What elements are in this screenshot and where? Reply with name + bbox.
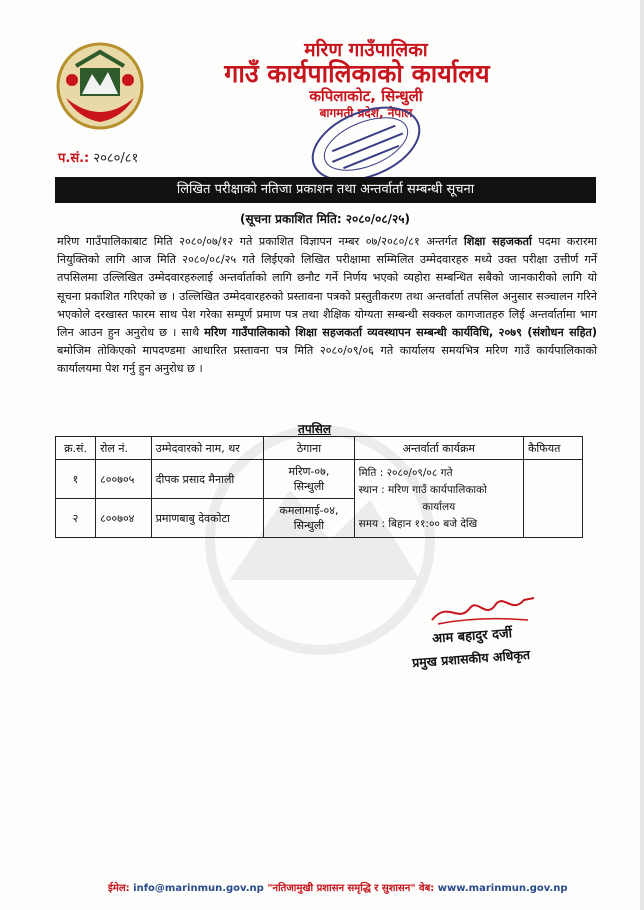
- table-caption: तपसिल: [298, 422, 332, 436]
- reference-value: २०८०/८१: [93, 151, 139, 166]
- municipality-name: मरिण गाउँपालिका: [304, 39, 428, 61]
- cell-address: [264, 499, 354, 538]
- body-guideline-name: मरिण गाउँपालिकाको शिक्षा सहजकर्ता व्यवस्थापन सम्बन्धी कार्यविधि, २०७९ (संशोधन सहित): [204, 326, 597, 340]
- address-line-1: कमलामाई-०४,: [279, 504, 339, 517]
- cell-address: [264, 460, 354, 499]
- footer-contact: [108, 880, 568, 894]
- table-row: [56, 460, 583, 499]
- notice-title: लिखित परीक्षाको नतिजा प्रकाशन तथा अन्तर्वार्ता सम्बन्धी सूचना: [55, 177, 596, 203]
- body-text-2: पदमा करारमा नियुक्तिको लागि आज मिति २०८०/०८/२५ गते लिईएको लिखित परीक्षामा सम्मिलित उम्मेदवारहरु मध्ये उक्त परीक्षा उत्तीर्ण गर्ने तपसिलमा उल्लिखित उम्मेदवारहरुलाई अन्तर्वार्ताको लागि छनौट गर्ने निर्णय भएको व्यहोरा सम्बन्धित सबैको जानकारीको लागि यो सूचना प्रकाशित गरिएको छ । उल्लिखित उम्मेदवारहरुको प्रस्तावना पत्रको प्रस्तुतीकरण तथा अन्तर्वार्ता तपसिल अनुसार सञ्चालन गरिने भएकोले दरखास्त फारम साथ पेश गरेका सम्पूर्ण प्रमाण पत्र तथा शैक्षिक योग्यता सम्बन्धी सक्कल कागजातहरु लिई अन्तर्वार्तामा भाग लिन आउन हुन अनुरोध छ । साथै: [57, 235, 597, 340]
- reference-number: [58, 148, 138, 166]
- col-serial: क्र.सं.: [56, 437, 96, 460]
- cell-roll: ८००७०४: [96, 499, 152, 538]
- office-province: बागमती प्रदेश, नेपाल: [319, 106, 413, 120]
- footer-slogan: "नतिजामुखी प्रशासन समृद्धि र सुशासन": [267, 883, 416, 894]
- publication-date: (सूचना प्रकाशित मिति: २०८०/०८/२५): [240, 212, 410, 226]
- body-text-3: बमोजिम तोकिएको मापदण्डमा आधारित प्रस्तावना पत्र मिति २०८०/०९/०६ गते कार्यालय समयभित्र मरिण गाउँ कार्यपालिकाको कार्यालयमा पेश गर्नु हुन अनुरोध छ ।: [57, 344, 597, 376]
- handwritten-signature: [428, 590, 538, 630]
- address-line-1: मरिण-०७,: [288, 465, 330, 478]
- cell-interview-schedule: [354, 460, 523, 538]
- col-interview: अन्तर्वार्ता कार्यक्रम: [354, 437, 523, 460]
- col-name: उम्मेदवारको नाम, थर: [151, 437, 264, 460]
- address-line-2: सिन्धुली: [293, 519, 325, 532]
- interview-place: स्थान : मरिण गाउँ कार्यपालिकाको: [358, 483, 487, 496]
- footer-web-link[interactable]: www.marinmun.gov.np: [437, 883, 568, 894]
- cell-roll: ८००७०५: [96, 460, 152, 499]
- notice-body: [57, 233, 597, 379]
- address-line-2: सिन्धुली: [293, 480, 325, 493]
- cell-remarks: [523, 460, 582, 538]
- cell-name: दीपक प्रसाद मैनाली: [151, 460, 264, 499]
- page-edge: [640, 0, 644, 910]
- col-address: ठेगाना: [264, 437, 354, 460]
- office-address: कपिलाकोट, सिन्धुली: [309, 87, 423, 105]
- body-text-1: मरिण गाउँपालिकाबाट मिति २०८०/०७/१२ गते प्रकाशित विज्ञापन नम्बर ०७/२०८०/८१ अन्तर्गत: [57, 235, 464, 248]
- interview-place-2: कार्यालय: [422, 500, 456, 513]
- col-remarks: कैफियत: [523, 437, 582, 460]
- cell-name: प्रमाणबाबु देवकोटा: [151, 499, 264, 538]
- signatory-post: प्रमुख प्रशासकीय अधिकृत: [411, 646, 531, 671]
- body-post-name: शिक्षा सहजकर्ता: [463, 235, 532, 248]
- candidate-table: [55, 436, 583, 538]
- footer-email-link[interactable]: info@marinmun.gov.np: [133, 883, 264, 894]
- footer-web-label: वेब:: [419, 883, 435, 894]
- reference-label: प.सं.:: [58, 151, 90, 166]
- cell-serial: २: [56, 499, 96, 538]
- cell-serial: १: [56, 460, 96, 499]
- footer-email-label: ईमेल:: [108, 883, 130, 894]
- signatory-name: आम बहादुर दर्जी: [431, 626, 513, 647]
- interview-date: मिति : २०८०/०९/०८ गते: [358, 466, 453, 479]
- office-name: गाउँ कार्यपालिकाको कार्यालय: [224, 59, 490, 88]
- nepal-emblem-logo: [52, 40, 148, 132]
- table-header-row: [56, 437, 583, 460]
- col-roll: रोल नं.: [96, 437, 152, 460]
- interview-time: समय : बिहान ११:०० बजे देखि: [358, 517, 478, 530]
